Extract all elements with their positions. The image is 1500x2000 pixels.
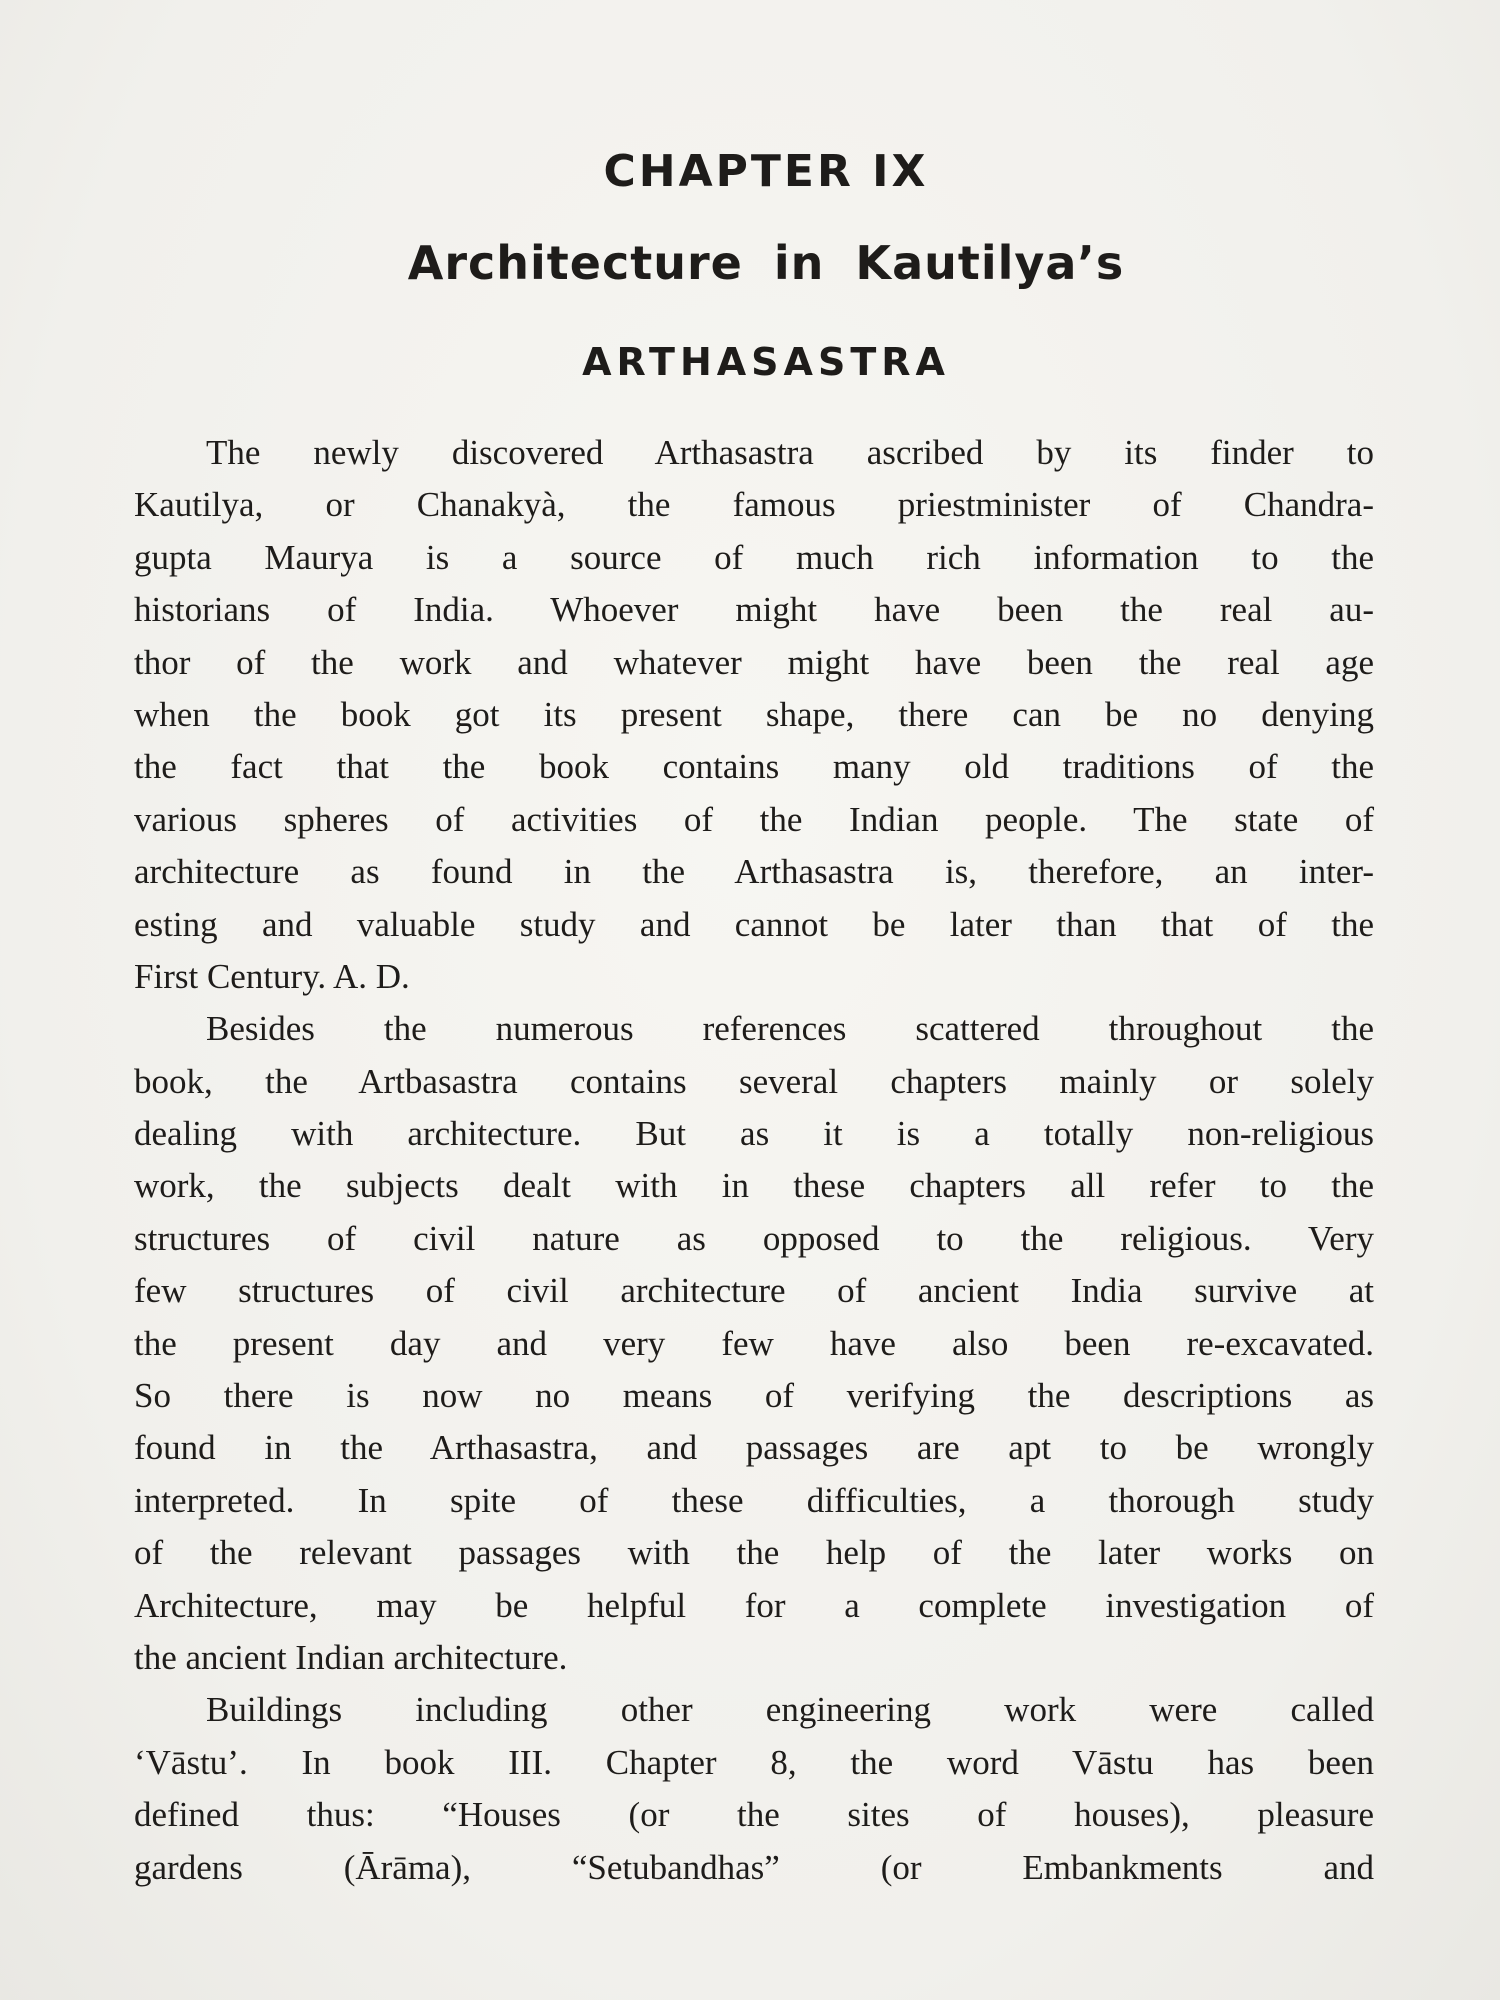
text-line: Buildings including other engineering work were called xyxy=(206,1690,1374,1730)
paragraph xyxy=(134,427,1374,1003)
text-line: historians of India. Whoever might have been the real au- xyxy=(134,590,1374,630)
text-line: defined thus: “Houses (or the sites of houses), pleasure xyxy=(134,1795,1374,1835)
chapter-subtitle: ARTHASASTRA xyxy=(582,340,950,384)
text-line: structures of civil nature as opposed to the religious. Very xyxy=(134,1218,1374,1258)
text-line: First Century. A. D. xyxy=(134,956,410,996)
text-line: the fact that the book contains many old traditions of the xyxy=(134,747,1374,787)
text-line: esting and valuable study and cannot be later than that of the xyxy=(134,904,1374,944)
text-line: when the book got its present shape, there can be no denying xyxy=(134,694,1374,734)
text-line: Architecture, may be helpful for a complete investigation of xyxy=(134,1585,1374,1625)
text-line: of the relevant passages with the help of the later works on xyxy=(134,1533,1374,1573)
text-line: thor of the work and whatever might have been the real age xyxy=(134,642,1374,682)
text-line: gardens (Ārāma), “Setubandhas” (or Embankments and xyxy=(134,1847,1374,1887)
text-line: ‘Vāstu’. In book III. Chapter 8, the word Vāstu has been xyxy=(134,1742,1374,1782)
text-line: gupta Maurya is a source of much rich information to the xyxy=(134,537,1374,577)
chapter-title: Architecture in Kautilya’s xyxy=(407,236,1125,290)
text-line: interpreted. In spite of these difficulties, a thorough study xyxy=(134,1480,1374,1520)
text-line: dealing with architecture. But as it is a totally non-religious xyxy=(134,1114,1374,1154)
text-line: various spheres of activities of the Indian people. The state of xyxy=(134,799,1374,839)
paragraph xyxy=(134,1684,1374,1894)
text-line: Besides the numerous references scattered throughout the xyxy=(206,1009,1374,1049)
text-line: few structures of civil architecture of ancient India survive at xyxy=(134,1271,1374,1311)
text-line: Kautilya, or Chanakyà, the famous priestminister of Chandra- xyxy=(134,485,1374,525)
text-line: architecture as found in the Arthasastra is, therefore, an inter- xyxy=(134,852,1374,892)
text-line: So there is now no means of verifying the descriptions as xyxy=(134,1376,1374,1416)
body-text xyxy=(134,427,1374,1894)
text-line: work, the subjects dealt with in these chapters all refer to the xyxy=(134,1166,1374,1206)
text-line: found in the Arthasastra, and passages are apt to be wrongly xyxy=(134,1428,1374,1468)
text-line: The newly discovered Arthasastra ascribed by its finder to xyxy=(206,433,1374,472)
text-line: the ancient Indian architecture. xyxy=(134,1637,568,1677)
text-line: book, the Artbasastra contains several chapters mainly or solely xyxy=(134,1061,1374,1101)
text-line: the present day and very few have also been re-excavated. xyxy=(134,1323,1374,1363)
paragraph xyxy=(134,1003,1374,1684)
chapter-number: CHAPTER IX xyxy=(603,146,929,197)
